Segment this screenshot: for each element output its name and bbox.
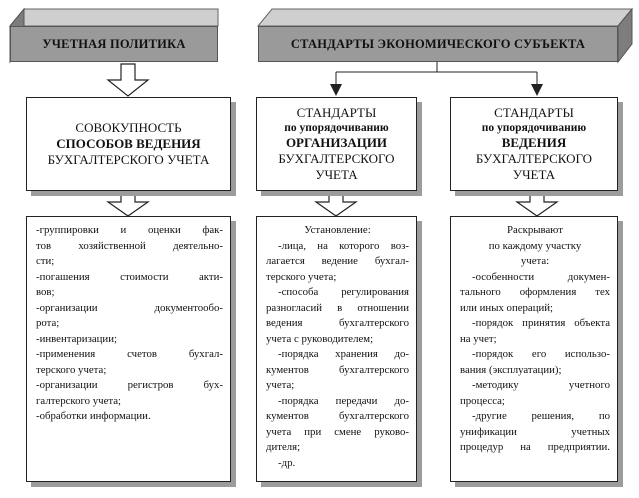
header-entity-standards-label: СТАНДАРТЫ ЭКОНОМИЧЕСКОГО СУБЪЕКТА [290,36,586,51]
list-item: вания (эксплуатации); [460,363,562,376]
list-item: терского учета; [266,270,337,283]
list-item: галтерского учета; [36,394,122,407]
list-item: или иных операций; [460,301,554,314]
list-item: тального оформления тех [460,286,610,298]
list-item: Раскрывают [507,224,563,236]
block-arrow-left-bottom [108,192,148,216]
list-item: лагается ведение бухгал- [266,255,409,267]
list-item: процедур на предприятии. [460,441,610,453]
list-item: кументов бухгалтерского [266,363,409,376]
list-item: -порядок его использо- [472,348,610,360]
list-item: -организации регистров бух- [36,379,223,391]
box-mid-line2: по упорядочиванию [284,122,389,134]
list-item: -применения счетов бухгал- [36,348,223,360]
block-arrow-middle-bottom [316,192,356,216]
list-item: учета: [520,255,550,267]
list-item: по каждому участку [488,239,582,252]
list-item: вов; [36,286,55,298]
list-item: -способа регулирования [278,286,409,298]
box-mid-line3: ОРГАНИЗАЦИИ [285,135,388,150]
list-item: учета; [266,379,295,391]
list-item: -особенности докумен- [472,270,610,283]
box-mid-line1: СТАНДАРТЫ [296,105,377,120]
box-right-line3: ВЕДЕНИЯ [501,135,567,150]
list-item: учета с руководителем; [266,332,374,345]
list-item: дителя; [266,441,301,453]
list-item: -другие решения, по [472,410,610,422]
list-item: -методику учетного [472,379,610,391]
box-left-line1: СОВОКУПНОСТЬ [75,120,182,135]
list-item: на учет; [460,332,497,345]
list-item: сти; [36,255,55,267]
block-arrow-right-bottom [517,192,557,216]
list-item: унификации учетных [460,425,610,438]
list-item: -обработки информации. [36,410,151,422]
box-maintenance-standards [450,97,618,191]
list-item: учета при смене руково- [266,425,409,438]
box-accounting-methods [26,97,231,191]
list-accounting-methods [26,216,231,482]
box-right-line2: по упорядочиванию [481,122,587,134]
list-maintenance-standards [450,216,618,482]
list-item: -порядка передачи до- [278,394,409,407]
box-mid-line4: БУХГАЛТЕРСКОГО [278,151,395,166]
list-item: ведения бухгалтерского [266,317,409,329]
list-item: терского учета; [36,363,107,376]
box-right-line5: УЧЕТА [512,167,556,182]
list-item: процесса; [460,394,505,407]
list-item: -инвентаризации; [36,332,117,345]
list-item: кументов бухгалтерского [266,410,409,422]
list-item: -погашения стоимости акти- [36,270,223,283]
box-left-line2: СПОСОБОВ ВЕДЕНИЯ [56,136,201,151]
box-right-line4: БУХГАЛТЕРСКОГО [475,151,593,166]
arrowhead-middle [330,84,342,96]
list-item: -порядок принятия объекта [472,317,610,329]
list-item: разногласий в отношении [266,301,409,314]
list-item: Установление: [304,224,371,236]
block-arrow-left-top [108,64,148,96]
list-item: -лица, на которого воз- [278,239,409,252]
list-item: -группировки и оценки фак- [36,224,223,236]
list-item: -порядка хранения до- [278,348,409,360]
list-organization-standards [256,216,417,482]
list-item: тов хозяйственной деятельно- [36,239,223,252]
box-left-line3: БУХГАЛТЕРСКОГО УЧЕТА [47,152,210,167]
box-right-line1: СТАНДАРТЫ [494,105,574,120]
list-item: рота; [36,317,60,329]
list-item: -др. [278,456,296,469]
box-mid-line5: УЧЕТА [315,167,358,182]
arrowhead-right [531,84,543,96]
box-organization-standards [256,97,417,191]
header-accounting-policy-label: УЧЕТНАЯ ПОЛИТИКА [42,36,186,51]
list-item: -организации документообо- [36,301,223,314]
